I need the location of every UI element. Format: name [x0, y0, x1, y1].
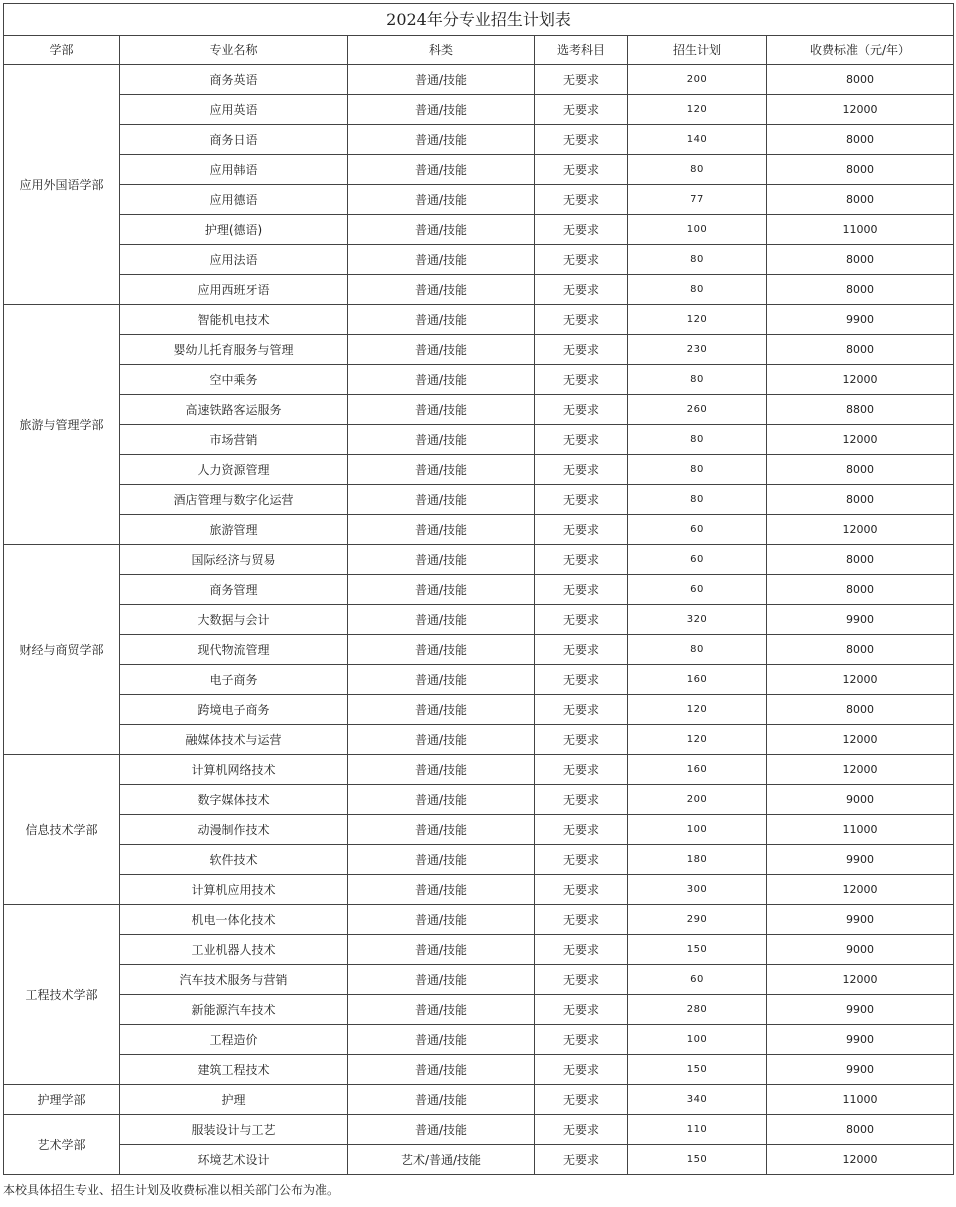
table-row: [4, 725, 954, 755]
category-cell: 普通/技能: [348, 275, 535, 305]
category-cell: 普通/技能: [348, 785, 535, 815]
major-name-cell: 电子商务: [120, 665, 348, 695]
major-name-cell: 机电一体化技术: [120, 905, 348, 935]
major-name-cell: 酒店管理与数字化运营: [120, 485, 348, 515]
table-row: [4, 185, 954, 215]
tuition-fee-cell: 9900: [767, 605, 954, 635]
major-name-cell: 汽车技术服务与营销: [120, 965, 348, 995]
elective-subjects-cell: 无要求: [535, 545, 628, 575]
enrollment-plan-cell: 60: [628, 545, 767, 575]
elective-subjects-cell: 无要求: [535, 845, 628, 875]
category-cell: 普通/技能: [348, 905, 535, 935]
tuition-fee-cell: 12000: [767, 755, 954, 785]
header-category: 科类: [348, 36, 535, 65]
tuition-fee-cell: 12000: [767, 515, 954, 545]
table-row: [4, 545, 954, 575]
tuition-fee-cell: 12000: [767, 725, 954, 755]
tuition-fee-cell: 8000: [767, 635, 954, 665]
category-cell: 普通/技能: [348, 1085, 535, 1115]
enrollment-plan-cell: 120: [628, 305, 767, 335]
department-cell: 护理学部: [4, 1085, 120, 1115]
elective-subjects-cell: 无要求: [535, 335, 628, 365]
tuition-fee-cell: 8000: [767, 575, 954, 605]
table-row: [4, 1115, 954, 1145]
table-row: [4, 125, 954, 155]
category-cell: 普通/技能: [348, 155, 535, 185]
department-cell: 艺术学部: [4, 1115, 120, 1175]
major-name-cell: 动漫制作技术: [120, 815, 348, 845]
enrollment-plan-cell: 150: [628, 1145, 767, 1175]
major-name-cell: 市场营销: [120, 425, 348, 455]
elective-subjects-cell: 无要求: [535, 395, 628, 425]
table-row: [4, 575, 954, 605]
table-row: [4, 1145, 954, 1175]
major-name-cell: 融媒体技术与运营: [120, 725, 348, 755]
enrollment-plan-cell: 260: [628, 395, 767, 425]
elective-subjects-cell: 无要求: [535, 155, 628, 185]
table-row: [4, 815, 954, 845]
enrollment-plan-cell: 120: [628, 695, 767, 725]
table-row: [4, 1055, 954, 1085]
header-elective-subjects: 选考科目: [535, 36, 628, 65]
elective-subjects-cell: 无要求: [535, 665, 628, 695]
table-row: [4, 275, 954, 305]
elective-subjects-cell: 无要求: [535, 1145, 628, 1175]
table-row: [4, 935, 954, 965]
table-row: [4, 335, 954, 365]
header-department: 学部: [4, 36, 120, 65]
major-name-cell: 建筑工程技术: [120, 1055, 348, 1085]
enrollment-plan-cell: 100: [628, 1025, 767, 1055]
table-row: [4, 635, 954, 665]
major-name-cell: 环境艺术设计: [120, 1145, 348, 1175]
elective-subjects-cell: 无要求: [535, 305, 628, 335]
tuition-fee-cell: 9900: [767, 995, 954, 1025]
category-cell: 普通/技能: [348, 845, 535, 875]
enrollment-plan-cell: 80: [628, 455, 767, 485]
category-cell: 普通/技能: [348, 125, 535, 155]
category-cell: 普通/技能: [348, 455, 535, 485]
elective-subjects-cell: 无要求: [535, 485, 628, 515]
header-enrollment-plan: 招生计划: [628, 36, 767, 65]
major-name-cell: 数字媒体技术: [120, 785, 348, 815]
enrollment-plan-cell: 200: [628, 65, 767, 95]
table-row: [4, 665, 954, 695]
tuition-fee-cell: 12000: [767, 1145, 954, 1175]
major-name-cell: 计算机应用技术: [120, 875, 348, 905]
elective-subjects-cell: 无要求: [535, 605, 628, 635]
major-name-cell: 人力资源管理: [120, 455, 348, 485]
category-cell: 普通/技能: [348, 725, 535, 755]
category-cell: 普通/技能: [348, 935, 535, 965]
enrollment-plan-cell: 80: [628, 245, 767, 275]
major-name-cell: 应用西班牙语: [120, 275, 348, 305]
category-cell: 普通/技能: [348, 755, 535, 785]
header-major-name: 专业名称: [120, 36, 348, 65]
tuition-fee-cell: 12000: [767, 965, 954, 995]
elective-subjects-cell: 无要求: [535, 875, 628, 905]
table-row: [4, 215, 954, 245]
category-cell: 普通/技能: [348, 485, 535, 515]
category-cell: 普通/技能: [348, 1055, 535, 1085]
major-name-cell: 旅游管理: [120, 515, 348, 545]
tuition-fee-cell: 8000: [767, 125, 954, 155]
major-name-cell: 商务英语: [120, 65, 348, 95]
header-tuition-fee: 收费标准（元/年）: [767, 36, 954, 65]
enrollment-plan-cell: 280: [628, 995, 767, 1025]
elective-subjects-cell: 无要求: [535, 725, 628, 755]
elective-subjects-cell: 无要求: [535, 65, 628, 95]
department-cell: 工程技术学部: [4, 905, 120, 1085]
category-cell: 普通/技能: [348, 425, 535, 455]
elective-subjects-cell: 无要求: [535, 905, 628, 935]
category-cell: 普通/技能: [348, 695, 535, 725]
enrollment-plan-cell: 80: [628, 365, 767, 395]
major-name-cell: 现代物流管理: [120, 635, 348, 665]
table-row: [4, 455, 954, 485]
enrollment-plan-cell: 110: [628, 1115, 767, 1145]
tuition-fee-cell: 8000: [767, 455, 954, 485]
tuition-fee-cell: 8000: [767, 155, 954, 185]
category-cell: 普通/技能: [348, 995, 535, 1025]
enrollment-plan-cell: 230: [628, 335, 767, 365]
category-cell: 普通/技能: [348, 575, 535, 605]
tuition-fee-cell: 8000: [767, 1115, 954, 1145]
footnote: 本校具体招生专业、招生计划及收费标准以相关部门公布为准。: [3, 1183, 340, 1197]
table-row: [4, 875, 954, 905]
major-name-cell: 护理(德语): [120, 215, 348, 245]
tuition-fee-cell: 9900: [767, 305, 954, 335]
header-row: [4, 36, 954, 65]
category-cell: 普通/技能: [348, 395, 535, 425]
elective-subjects-cell: 无要求: [535, 935, 628, 965]
elective-subjects-cell: 无要求: [535, 995, 628, 1025]
table-row: [4, 1085, 954, 1115]
enrollment-plan-cell: 77: [628, 185, 767, 215]
tuition-fee-cell: 12000: [767, 95, 954, 125]
enrollment-plan-table: [3, 3, 954, 1175]
category-cell: 普通/技能: [348, 1115, 535, 1145]
enrollment-plan-cell: 180: [628, 845, 767, 875]
tuition-fee-cell: 11000: [767, 815, 954, 845]
elective-subjects-cell: 无要求: [535, 125, 628, 155]
tuition-fee-cell: 9900: [767, 1025, 954, 1055]
category-cell: 普通/技能: [348, 305, 535, 335]
major-name-cell: 商务管理: [120, 575, 348, 605]
enrollment-plan-cell: 300: [628, 875, 767, 905]
tuition-fee-cell: 8000: [767, 695, 954, 725]
elective-subjects-cell: 无要求: [535, 695, 628, 725]
major-name-cell: 高速铁路客运服务: [120, 395, 348, 425]
major-name-cell: 工程造价: [120, 1025, 348, 1055]
enrollment-plan-cell: 320: [628, 605, 767, 635]
tuition-fee-cell: 12000: [767, 425, 954, 455]
category-cell: 普通/技能: [348, 65, 535, 95]
enrollment-plan-cell: 340: [628, 1085, 767, 1115]
table-row: [4, 515, 954, 545]
major-name-cell: 应用英语: [120, 95, 348, 125]
department-cell: 信息技术学部: [4, 755, 120, 905]
table-row: [4, 785, 954, 815]
elective-subjects-cell: 无要求: [535, 1085, 628, 1115]
department-cell: 应用外国语学部: [4, 65, 120, 305]
table-row: [4, 755, 954, 785]
table-row: [4, 485, 954, 515]
tuition-fee-cell: 11000: [767, 215, 954, 245]
elective-subjects-cell: 无要求: [535, 95, 628, 125]
tuition-fee-cell: 8800: [767, 395, 954, 425]
elective-subjects-cell: 无要求: [535, 1055, 628, 1085]
table-row: [4, 965, 954, 995]
elective-subjects-cell: 无要求: [535, 1115, 628, 1145]
enrollment-plan-cell: 140: [628, 125, 767, 155]
tuition-fee-cell: 12000: [767, 365, 954, 395]
enrollment-plan-cell: 120: [628, 95, 767, 125]
table-row: [4, 95, 954, 125]
tuition-fee-cell: 8000: [767, 65, 954, 95]
enrollment-plan-cell: 60: [628, 575, 767, 605]
major-name-cell: 国际经济与贸易: [120, 545, 348, 575]
elective-subjects-cell: 无要求: [535, 185, 628, 215]
enrollment-plan-cell: 80: [628, 485, 767, 515]
table-row: [4, 1025, 954, 1055]
category-cell: 艺术/普通/技能: [348, 1145, 535, 1175]
table-row: [4, 65, 954, 95]
major-name-cell: 跨境电子商务: [120, 695, 348, 725]
category-cell: 普通/技能: [348, 245, 535, 275]
enrollment-plan-cell: 150: [628, 935, 767, 965]
table-row: [4, 905, 954, 935]
tuition-fee-cell: 8000: [767, 245, 954, 275]
table-row: [4, 395, 954, 425]
elective-subjects-cell: 无要求: [535, 425, 628, 455]
major-name-cell: 空中乘务: [120, 365, 348, 395]
elective-subjects-cell: 无要求: [535, 575, 628, 605]
table-title: 2024年分专业招生计划表: [4, 4, 954, 36]
category-cell: 普通/技能: [348, 95, 535, 125]
table-row: [4, 605, 954, 635]
category-cell: 普通/技能: [348, 665, 535, 695]
enrollment-plan-cell: 100: [628, 815, 767, 845]
major-name-cell: 护理: [120, 1085, 348, 1115]
table-row: [4, 425, 954, 455]
category-cell: 普通/技能: [348, 635, 535, 665]
elective-subjects-cell: 无要求: [535, 215, 628, 245]
enrollment-plan-cell: 60: [628, 515, 767, 545]
department-cell: 财经与商贸学部: [4, 545, 120, 755]
tuition-fee-cell: 8000: [767, 485, 954, 515]
category-cell: 普通/技能: [348, 545, 535, 575]
major-name-cell: 服装设计与工艺: [120, 1115, 348, 1145]
table-row: [4, 365, 954, 395]
elective-subjects-cell: 无要求: [535, 455, 628, 485]
category-cell: 普通/技能: [348, 965, 535, 995]
major-name-cell: 智能机电技术: [120, 305, 348, 335]
tuition-fee-cell: 12000: [767, 665, 954, 695]
enrollment-plan-cell: 200: [628, 785, 767, 815]
tuition-fee-cell: 9000: [767, 785, 954, 815]
tuition-fee-cell: 12000: [767, 875, 954, 905]
tuition-fee-cell: 8000: [767, 335, 954, 365]
enrollment-plan-cell: 120: [628, 725, 767, 755]
table-row: [4, 695, 954, 725]
enrollment-plan-cell: 60: [628, 965, 767, 995]
major-name-cell: 新能源汽车技术: [120, 995, 348, 1025]
elective-subjects-cell: 无要求: [535, 1025, 628, 1055]
category-cell: 普通/技能: [348, 335, 535, 365]
enrollment-plan-cell: 290: [628, 905, 767, 935]
table-row: [4, 995, 954, 1025]
tuition-fee-cell: 8000: [767, 275, 954, 305]
table-row: [4, 245, 954, 275]
category-cell: 普通/技能: [348, 515, 535, 545]
tuition-fee-cell: 9900: [767, 1055, 954, 1085]
elective-subjects-cell: 无要求: [535, 965, 628, 995]
category-cell: 普通/技能: [348, 1025, 535, 1055]
enrollment-plan-cell: 160: [628, 755, 767, 785]
enrollment-plan-cell: 160: [628, 665, 767, 695]
enrollment-plan-cell: 80: [628, 635, 767, 665]
category-cell: 普通/技能: [348, 605, 535, 635]
elective-subjects-cell: 无要求: [535, 815, 628, 845]
major-name-cell: 大数据与会计: [120, 605, 348, 635]
elective-subjects-cell: 无要求: [535, 245, 628, 275]
major-name-cell: 应用韩语: [120, 155, 348, 185]
category-cell: 普通/技能: [348, 815, 535, 845]
tuition-fee-cell: 8000: [767, 545, 954, 575]
category-cell: 普通/技能: [348, 875, 535, 905]
enrollment-plan-cell: 80: [628, 275, 767, 305]
major-name-cell: 商务日语: [120, 125, 348, 155]
category-cell: 普通/技能: [348, 365, 535, 395]
enrollment-plan-cell: 80: [628, 425, 767, 455]
enrollment-plan-cell: 100: [628, 215, 767, 245]
elective-subjects-cell: 无要求: [535, 275, 628, 305]
tuition-fee-cell: 8000: [767, 185, 954, 215]
major-name-cell: 婴幼儿托育服务与管理: [120, 335, 348, 365]
major-name-cell: 工业机器人技术: [120, 935, 348, 965]
major-name-cell: 应用法语: [120, 245, 348, 275]
table-row: [4, 845, 954, 875]
enrollment-plan-cell: 80: [628, 155, 767, 185]
major-name-cell: 软件技术: [120, 845, 348, 875]
elective-subjects-cell: 无要求: [535, 365, 628, 395]
table-row: [4, 155, 954, 185]
major-name-cell: 应用德语: [120, 185, 348, 215]
elective-subjects-cell: 无要求: [535, 785, 628, 815]
elective-subjects-cell: 无要求: [535, 755, 628, 785]
elective-subjects-cell: 无要求: [535, 635, 628, 665]
elective-subjects-cell: 无要求: [535, 515, 628, 545]
department-cell: 旅游与管理学部: [4, 305, 120, 545]
category-cell: 普通/技能: [348, 215, 535, 245]
major-name-cell: 计算机网络技术: [120, 755, 348, 785]
enrollment-plan-cell: 150: [628, 1055, 767, 1085]
table-row: [4, 305, 954, 335]
tuition-fee-cell: 11000: [767, 1085, 954, 1115]
tuition-fee-cell: 9900: [767, 845, 954, 875]
tuition-fee-cell: 9000: [767, 935, 954, 965]
category-cell: 普通/技能: [348, 185, 535, 215]
tuition-fee-cell: 9900: [767, 905, 954, 935]
